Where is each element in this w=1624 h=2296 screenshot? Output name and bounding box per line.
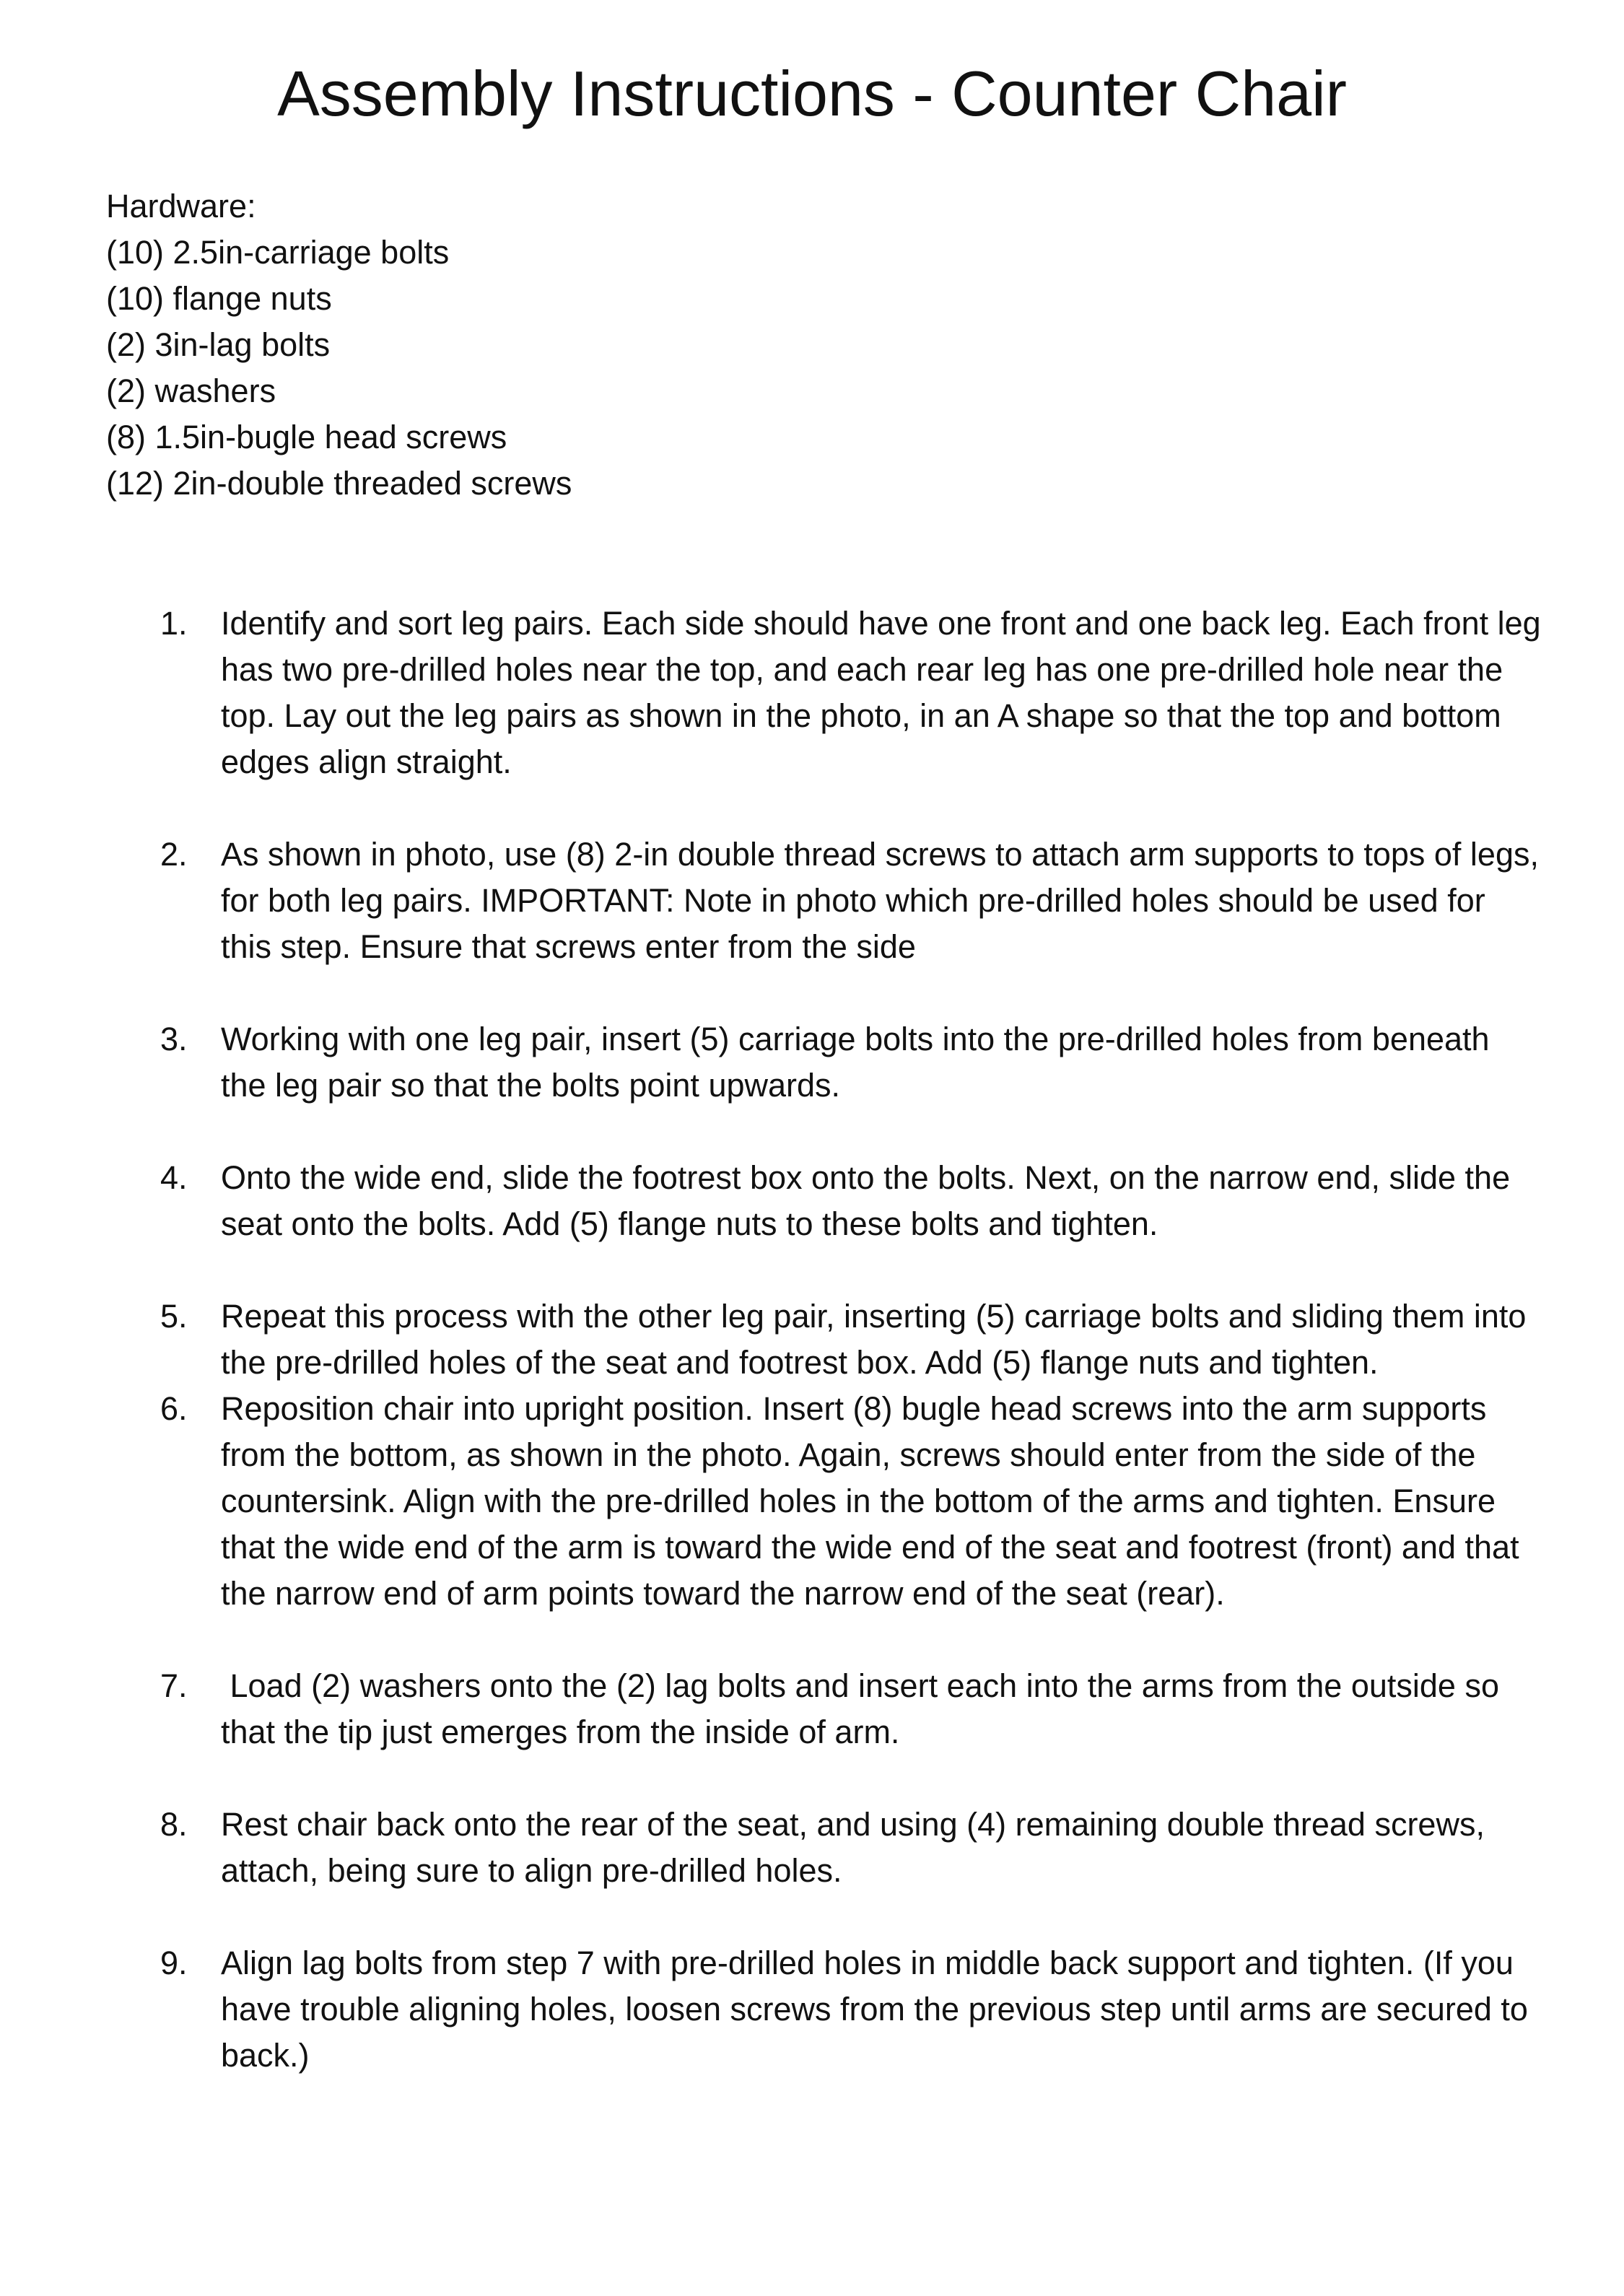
- step-number: 2.: [160, 836, 188, 873]
- step-number: 3.: [160, 1021, 188, 1057]
- step-3: [0, 1016, 1542, 1109]
- step-9: [0, 1940, 1542, 2079]
- step-2: [0, 831, 1542, 970]
- step-number: 5.: [160, 1298, 188, 1335]
- hardware-item: (2) 3in-lag bolts: [106, 326, 331, 363]
- step-number: 1.: [160, 605, 188, 642]
- step-text: Identify and sort leg pairs. Each side should have one front and one back leg. Each front leg has two pre-drilled holes near the top, and each rear leg has one pre-drilled hole near the top. Lay out the leg pairs as shown in the photo, in an A shape so that the top and bottom edges align straight.: [221, 605, 1541, 780]
- step-text: Onto the wide end, slide the footrest box onto the bolts. Next, on the narrow end, slide the seat onto the bolts. Add (5) flange nuts to these bolts and tighten.: [221, 1159, 1511, 1242]
- hardware-heading: Hardware:: [106, 188, 256, 224]
- step-text: Working with one leg pair, insert (5) carriage bolts into the pre-drilled holes from beneath the leg pair so that the bolts point upwards.: [221, 1021, 1490, 1104]
- step-number: 8.: [160, 1806, 188, 1843]
- step-7: [0, 1663, 1542, 1755]
- step-number: 7.: [160, 1667, 188, 1704]
- hardware-item: (8) 1.5in-bugle head screws: [106, 419, 507, 455]
- step-number: 9.: [160, 1944, 188, 1981]
- hardware-item: (12) 2in-double threaded screws: [106, 465, 572, 502]
- step-text: Reposition chair into upright position. Insert (8) bugle head screws into the arm supports from the bottom, as shown in the photo. Again, screws should enter from the side of the countersink. Align with the pre-drilled holes in the bottom of the arms and tighten. Ensure that the wide end of the arm is toward the wide end of the seat and footrest (front) and that the narrow end of arm points toward the narrow end of the seat (rear).: [221, 1390, 1519, 1612]
- hardware-item: (10) 2.5in-carriage bolts: [106, 234, 450, 271]
- step-1: [0, 601, 1542, 785]
- step-text: Rest chair back onto the rear of the seat, and using (4) remaining double thread screws, attach, being sure to align pre-drilled holes.: [221, 1806, 1485, 1889]
- step-number: 6.: [160, 1390, 188, 1427]
- hardware-item: (10) flange nuts: [106, 280, 332, 317]
- page-title: Assembly Instructions - Counter Chair: [277, 58, 1347, 129]
- hardware-list: [106, 183, 572, 507]
- step-text: Repeat this process with the other leg pair, inserting (5) carriage bolts and sliding them into the pre-drilled holes of the seat and footrest box. Add (5) flange nuts and tighten.: [221, 1298, 1527, 1381]
- step-text: Align lag bolts from step 7 with pre-drilled holes in middle back support and tighten. (If you have trouble aligning holes, loosen screws from the previous step until arms are secured to back.): [221, 1944, 1528, 2074]
- step-4: [0, 1155, 1542, 1247]
- step-5: [0, 1293, 1542, 1386]
- step-text: Load (2) washers onto the (2) lag bolts and insert each into the arms from the outside so that the tip just emerges from the inside of arm.: [221, 1667, 1509, 1750]
- step-6: [0, 1386, 1542, 1617]
- hardware-item: (2) washers: [106, 372, 276, 409]
- instruction-steps: [0, 601, 1624, 2079]
- step-text: As shown in photo, use (8) 2-in double thread screws to attach arm supports to tops of legs, for both leg pairs. IMPORTANT: Note in photo which pre-drilled holes should be used for this step. Ensure that screws enter from the side: [221, 836, 1539, 965]
- step-8: [0, 1802, 1542, 1894]
- step-number: 4.: [160, 1159, 188, 1196]
